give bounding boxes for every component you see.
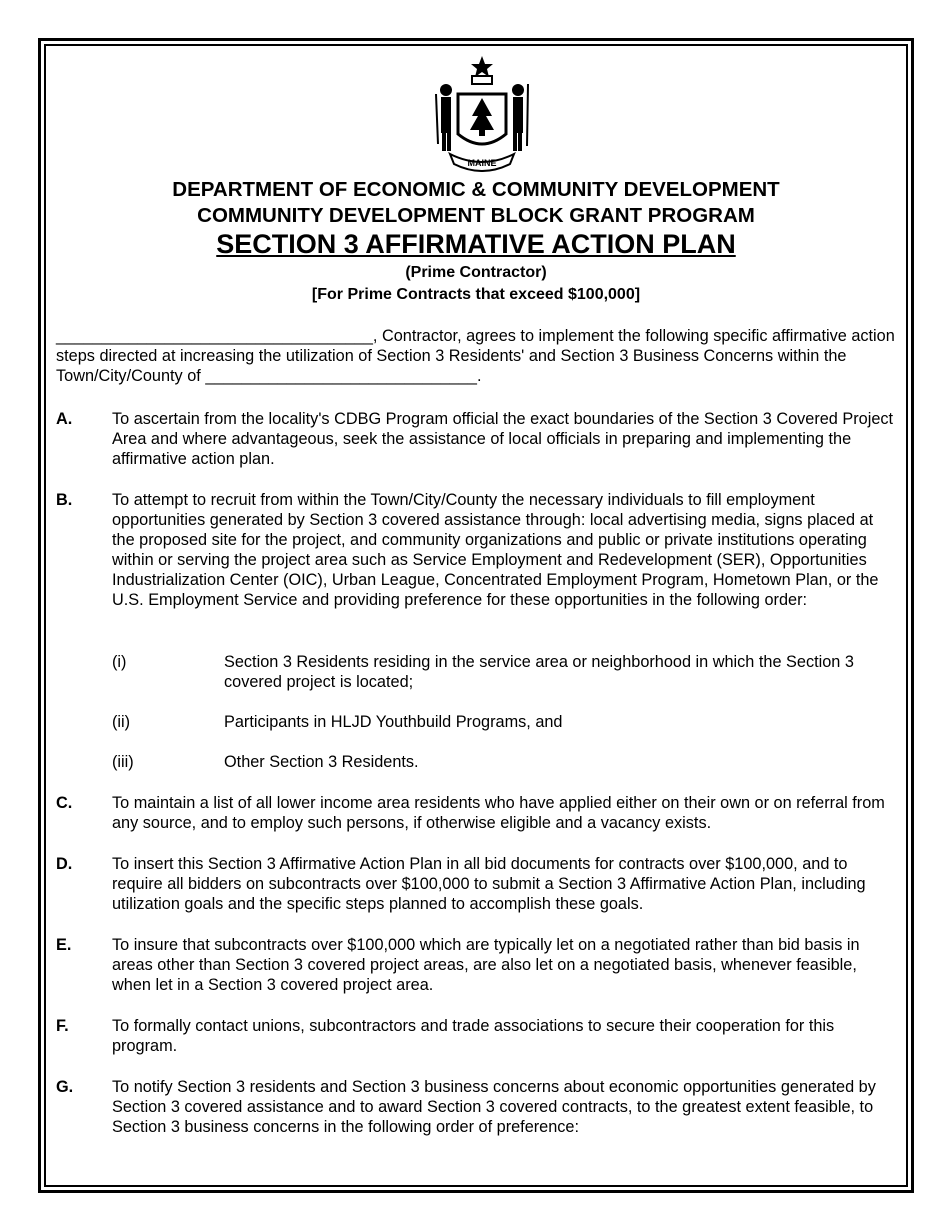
intro-text-1: , Contractor, agrees to implement the following specific affirmative action steps directed at increasing the utilization of Section 3 Residents' and Section 3 Business Concerns within the Town/City/County of (56, 327, 895, 385)
item-letter: B. (56, 491, 73, 509)
subtitle-block (56, 262, 896, 306)
list-item-f (56, 1016, 896, 1056)
sub-item-number: (iii) (112, 753, 134, 771)
sub-item-text: Section 3 Residents residing in the service area or neighborhood in which the Section 3 covered project is located; (224, 653, 854, 691)
locality-blank[interactable]: ______________________________ (205, 367, 477, 385)
sub-item-number: (i) (112, 653, 127, 671)
sub-item-text: Other Section 3 Residents. (224, 753, 419, 771)
document-title: SECTION 3 AFFIRMATIVE ACTION PLAN (216, 229, 736, 259)
list-item-e (56, 935, 896, 995)
list-item-a (56, 409, 896, 469)
list-item-d (56, 854, 896, 914)
sub-item-text: Participants in HLJD Youthbuild Programs, and (224, 713, 563, 731)
subtitle: (Prime Contractor) (405, 264, 547, 281)
item-text: To maintain a list of all lower income area residents who have applied either on their own or on referral from any source, and to employ such persons, if otherwise eligible and a vacancy exists. (112, 794, 885, 832)
item-text: To attempt to recruit from within the Town/City/County the necessary individuals to fill employment opportunities generated by Section 3 covered assistance through: local advertising media, signs placed at the proposed site for the project, and community organizations and public or private institutions operating within or serving the project area such as Service Employment and Redevelopment (SER), Opportunities Industrialization Center (OIC), Urban League, Concentrated Employment Program, Hometown Plan, or the U.S. Employment Service and providing preference for these opportunities in the following order: (112, 491, 879, 609)
department-heading: DEPARTMENT OF ECONOMIC & COMMUNITY DEVELOPMENT (172, 178, 780, 201)
list-item-c (56, 793, 896, 833)
maine-state-seal (428, 54, 536, 172)
sub-item-iii (112, 752, 902, 772)
scope-note: [For Prime Contracts that exceed $100,000] (311, 286, 641, 303)
item-text: To insert this Section 3 Affirmative Action Plan in all bid documents for contracts over $100,000, and to require all bidders on subcontracts over $100,000 to submit a Section 3 Affirmative Action Plan, including utilization goals and the specific steps planned to accomplish these goals. (112, 855, 866, 913)
item-text: To notify Section 3 residents and Section 3 business concerns about economic opportunities generated by Section 3 covered assistance and to award Section 3 covered contracts, to the greatest extent feasible, to Section 3 business concerns in the following order of preference: (112, 1078, 876, 1136)
seal-maine-text: MAINE (467, 158, 497, 168)
item-letter: D. (56, 855, 73, 873)
item-text: To insure that subcontracts over $100,000 which are typically let on a negotiated rather than bid basis in areas other than Section 3 covered project areas, are also let on a negotiated basis, whenever feasible, when let in a Section 3 covered project area. (112, 936, 860, 994)
list-item-b (56, 490, 896, 610)
intro-text-2: . (476, 367, 482, 385)
item-text: To ascertain from the locality's CDBG Program official the exact boundaries of the Section 3 Covered Project Area and where advantageous, seek the assistance of local officials in preparing and implementing the affirmative action plan. (112, 410, 894, 468)
intro-paragraph (56, 326, 896, 386)
item-letter: F. (56, 1017, 69, 1035)
item-letter: E. (56, 936, 72, 954)
sub-item-i (112, 652, 902, 692)
item-letter: A. (56, 410, 73, 428)
list-item-g (56, 1077, 896, 1137)
sub-item-ii (112, 712, 902, 732)
program-heading: COMMUNITY DEVELOPMENT BLOCK GRANT PROGRAM (197, 204, 755, 227)
item-text: To formally contact unions, subcontractors and trade associations to secure their cooperation for this program. (112, 1017, 835, 1055)
item-letter: G. (56, 1078, 74, 1096)
item-letter: C. (56, 794, 73, 812)
sub-item-number: (ii) (112, 713, 131, 731)
header-block (56, 177, 896, 229)
contractor-blank[interactable]: ___________________________________ (56, 327, 373, 345)
